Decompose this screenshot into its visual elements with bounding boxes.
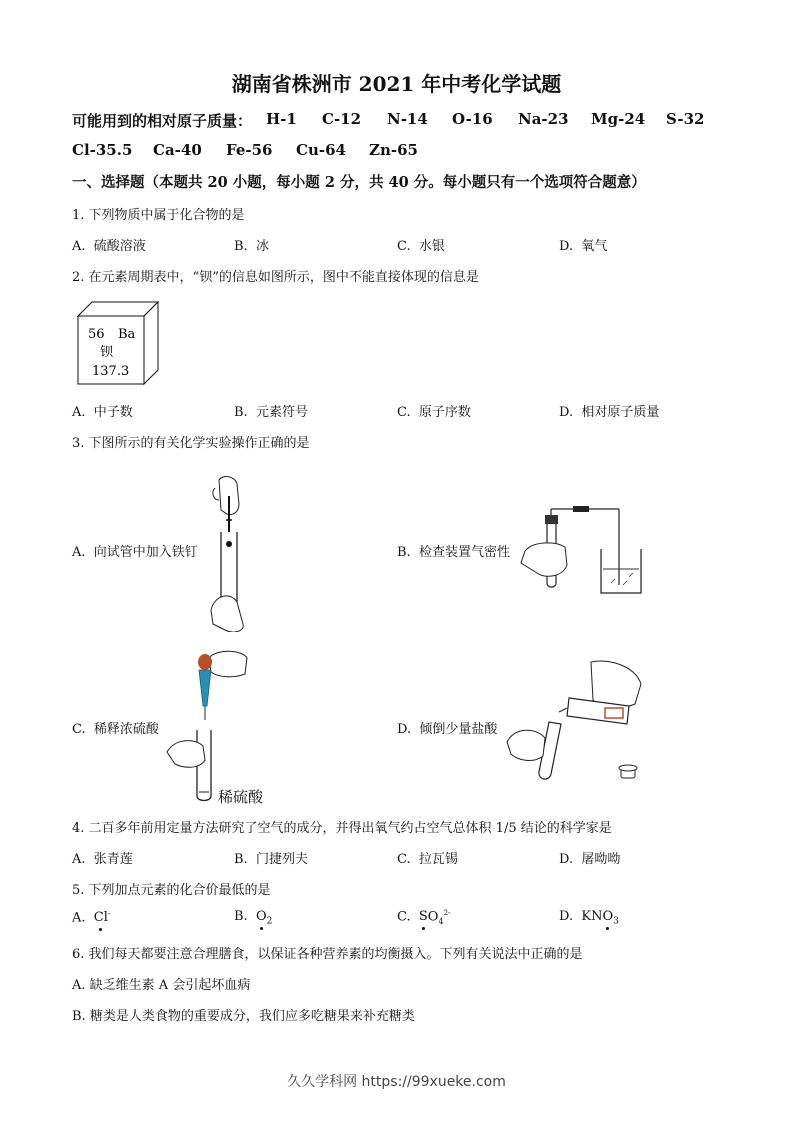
question-6 [72, 943, 583, 962]
q3-option-a[interactable]: A. 向试管中加入铁钉 [72, 545, 198, 560]
q5-option-d[interactable]: D. $KNO_3$ [559, 909, 619, 927]
mass-zn: Zn-65 [369, 141, 418, 159]
question-text: 我们每天都要注意合理膳食，以保证各种营养素的均衡摄入。下列有关说法中正确的是 [88, 947, 583, 962]
q1-option-d[interactable]: D. 氧气 [559, 239, 608, 254]
q4-option-b[interactable]: B. 门捷列夫 [234, 852, 308, 867]
q4-option-d[interactable]: D. 屠呦呦 [559, 852, 621, 867]
figure-c-label: 稀硫酸 [218, 788, 264, 806]
element-card-barium [76, 300, 160, 386]
question-5 [72, 879, 271, 898]
section-heading: 一、选择题（本题共 20 小题，每小题 2 分，共 40 分。每小题只有一个选项符合题意） [72, 174, 646, 191]
mass-cl: Cl-35.5 [72, 141, 133, 159]
question-number: 3. [72, 436, 85, 451]
element-symbol: Ba [118, 327, 136, 342]
question-1 [72, 204, 245, 223]
q4-option-c[interactable]: C. 拉瓦锡 [397, 852, 458, 867]
question-3 [72, 432, 310, 451]
q2-option-c[interactable]: C. 原子序数 [397, 405, 471, 420]
atomic-masses-label: 可能用到的相对原子质量： [72, 112, 253, 130]
question-4 [72, 817, 612, 836]
q3-option-b[interactable]: B. 检查装置气密性 [397, 545, 510, 560]
q3-option-d[interactable]: D. 倾倒少量盐酸 [397, 722, 498, 737]
q1-option-a[interactable]: A. 硫酸溶液 [72, 239, 146, 254]
figure-a-iron-nail-test-tube [205, 474, 255, 632]
question-number: 5. [72, 883, 85, 898]
q2-option-d[interactable]: D. 相对原子质量 [559, 405, 660, 420]
mass-mg: Mg-24 [591, 110, 646, 128]
q1-option-c[interactable]: C. 水银 [397, 239, 445, 254]
mass-n: N-14 [387, 110, 428, 128]
question-text: 下列物质中属于化合物的是 [88, 208, 245, 223]
q2-option-a[interactable]: A. 中子数 [72, 405, 133, 420]
question-number: 4. [72, 821, 85, 836]
mass-o: O-16 [452, 110, 493, 128]
figure-b-airtightness-check [515, 503, 645, 598]
element-number: 56 [88, 327, 105, 342]
mass-ca: Ca-40 [153, 141, 202, 159]
mass-c: C-12 [322, 110, 362, 128]
q5-option-c[interactable]: C. $SO_4^{2-}$ [397, 909, 451, 926]
q6-option-a[interactable]: A. 缺乏维生素 A 会引起坏血病 [72, 978, 251, 993]
mass-cu: Cu-64 [296, 141, 346, 159]
q6-option-b[interactable]: B. 糖类是人类食物的重要成分，我们应多吃糖果来补充糖类 [72, 1009, 415, 1024]
q5-option-b[interactable]: B. $O_2$ [234, 909, 273, 927]
question-text: 下列加点元素的化合价最低的是 [88, 883, 271, 898]
figure-c-dilute-acid [165, 648, 275, 806]
footer-watermark: 久久学科网 https://99xueke.com [287, 1074, 506, 1090]
q2-option-b[interactable]: B. 元素符号 [234, 405, 308, 420]
mass-fe: Fe-56 [226, 141, 273, 159]
q4-option-a[interactable]: A. 张青莲 [72, 852, 133, 867]
q1-option-b[interactable]: B. 冰 [234, 239, 269, 254]
figure-d-pouring-acid [505, 658, 645, 788]
question-text: 二百多年前用定量方法研究了空气的成分，并得出氧气约占空气总体积 1/5 结论的科学家是 [88, 821, 612, 836]
q5-option-a[interactable]: A. Cl- [72, 909, 111, 926]
question-number: 6. [72, 947, 85, 962]
element-mass: 137.3 [92, 364, 130, 379]
question-number: 1. [72, 208, 85, 223]
page-title: 湖南省株洲市 2021 年中考化学试题 [231, 72, 562, 96]
q3-option-c[interactable]: C. 稀释浓硫酸 [72, 722, 159, 737]
question-2 [72, 266, 479, 285]
mass-na: Na-23 [518, 110, 569, 128]
question-text: 在元素周期表中，“钡”的信息如图所示，图中不能直接体现的信息是 [88, 270, 479, 285]
mass-h: H-1 [266, 110, 297, 128]
element-name: 钡 [100, 345, 114, 360]
question-text: 下图所示的有关化学实验操作正确的是 [88, 436, 310, 451]
mass-s: S-32 [666, 110, 705, 128]
question-number: 2. [72, 270, 85, 285]
